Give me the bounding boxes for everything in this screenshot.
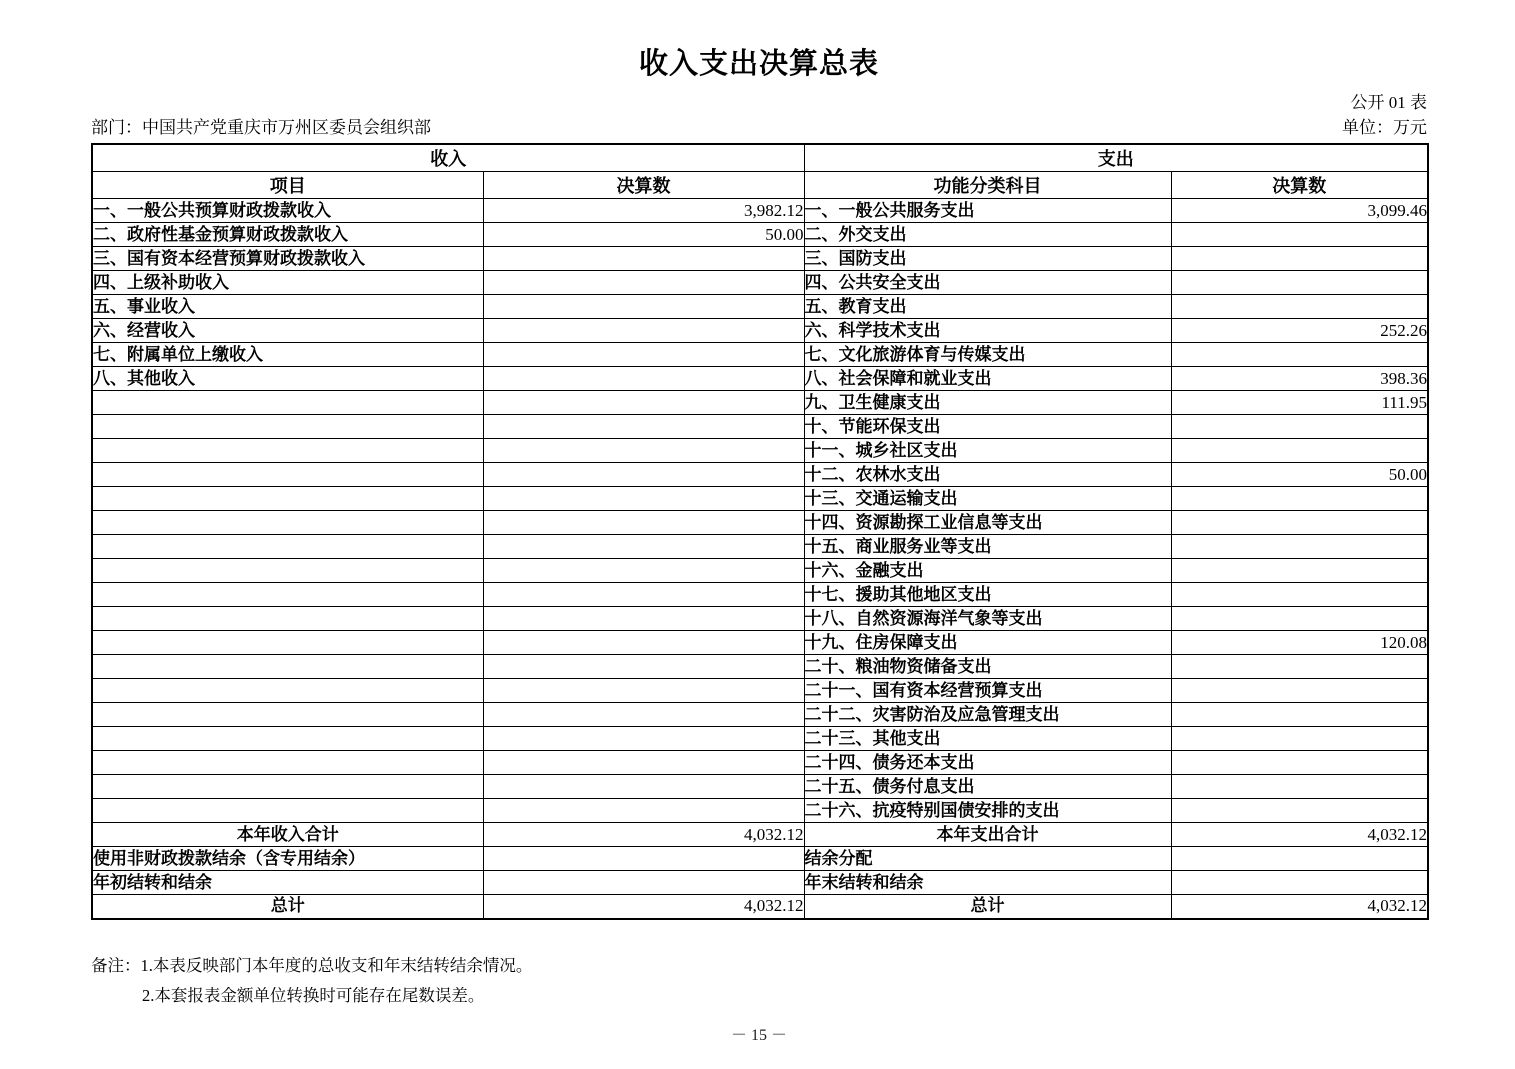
table-row: [92, 823, 1428, 847]
expense-item-value: [1171, 223, 1428, 247]
income-item-label: [92, 703, 483, 727]
expense-item-label: 四、公共安全支出: [804, 271, 1171, 295]
income-item-label: 二、政府性基金预算财政拨款收入: [92, 223, 483, 247]
income-item-value: [483, 319, 804, 343]
table-row: [92, 487, 1428, 511]
expense-item-label: 二、外交支出: [804, 223, 1171, 247]
income-item-label: 年初结转和结余: [92, 871, 483, 895]
note-line-2: 2.本套报表金额单位转换时可能存在尾数误差。: [142, 985, 485, 1005]
income-item-label: 四、上级补助收入: [92, 271, 483, 295]
income-section-header: 收入: [92, 144, 804, 172]
expense-item-value: [1171, 703, 1428, 727]
income-item-label: [92, 463, 483, 487]
income-item-column-header: 项目: [92, 172, 483, 199]
expense-item-label: 二十、粮油物资储备支出: [804, 655, 1171, 679]
note-line-1: 备注：1.本表反映部门本年度的总收支和年末结转结余情况。: [91, 955, 533, 975]
income-item-value: [483, 607, 804, 631]
table-row: [92, 847, 1428, 871]
expense-value-column-header: 决算数: [1171, 172, 1428, 199]
table-row: [92, 727, 1428, 751]
income-item-label: 六、经营收入: [92, 319, 483, 343]
meta-row: [91, 118, 1427, 138]
expense-item-value: [1171, 559, 1428, 583]
income-item-value: [483, 799, 804, 823]
table-row: [92, 679, 1428, 703]
table-row: [92, 391, 1428, 415]
table-row: [92, 751, 1428, 775]
income-item-value: [483, 391, 804, 415]
expense-item-label: 十八、自然资源海洋气象等支出: [804, 607, 1171, 631]
income-item-label: 使用非财政拨款结余（含专用结余）: [92, 847, 483, 871]
table-row: [92, 415, 1428, 439]
expense-item-value: [1171, 439, 1428, 463]
table-row: [92, 583, 1428, 607]
income-item-value: 4,032.12: [483, 895, 804, 919]
table-row: [92, 871, 1428, 895]
doc-code: 公开 01 表: [1350, 93, 1427, 112]
income-item-label: 八、其他收入: [92, 367, 483, 391]
income-item-label: [92, 559, 483, 583]
table-row: [92, 895, 1428, 919]
expense-item-label: 本年支出合计: [804, 823, 1171, 847]
expense-item-value: 252.26: [1171, 319, 1428, 343]
income-item-value: 4,032.12: [483, 823, 804, 847]
income-item-label: [92, 607, 483, 631]
expense-item-value: 50.00: [1171, 463, 1428, 487]
income-item-value: 50.00: [483, 223, 804, 247]
table-row: [92, 607, 1428, 631]
expense-item-label: 十三、交通运输支出: [804, 487, 1171, 511]
income-item-label: 本年收入合计: [92, 823, 483, 847]
expense-item-label: 十四、资源勘探工业信息等支出: [804, 511, 1171, 535]
income-item-label: [92, 799, 483, 823]
income-item-label: [92, 655, 483, 679]
expense-item-value: [1171, 871, 1428, 895]
column-header-row: [92, 172, 1428, 199]
income-item-value: [483, 847, 804, 871]
income-item-label: [92, 631, 483, 655]
table-row: [92, 463, 1428, 487]
expense-item-value: [1171, 727, 1428, 751]
income-item-value: [483, 295, 804, 319]
income-item-value: [483, 367, 804, 391]
expense-item-value: 4,032.12: [1171, 823, 1428, 847]
income-item-label: [92, 583, 483, 607]
expense-section-header: 支出: [804, 144, 1428, 172]
income-item-label: 七、附属单位上缴收入: [92, 343, 483, 367]
expense-item-label: 十二、农林水支出: [804, 463, 1171, 487]
expense-item-value: [1171, 775, 1428, 799]
expense-item-label: 二十六、抗疫特别国债安排的支出: [804, 799, 1171, 823]
expense-item-value: [1171, 511, 1428, 535]
table-row: [92, 631, 1428, 655]
table-row: [92, 295, 1428, 319]
expense-item-value: 4,032.12: [1171, 895, 1428, 919]
income-item-value: [483, 439, 804, 463]
budget-table: [91, 143, 1429, 920]
expense-item-column-header: 功能分类科目: [804, 172, 1171, 199]
table-body: [92, 199, 1428, 919]
income-item-label: 总计: [92, 895, 483, 919]
income-item-value: [483, 703, 804, 727]
table-row: [92, 655, 1428, 679]
income-item-value: [483, 343, 804, 367]
expense-item-label: 二十四、债务还本支出: [804, 751, 1171, 775]
expense-item-value: [1171, 847, 1428, 871]
income-item-value: [483, 583, 804, 607]
income-item-value: [483, 655, 804, 679]
table-row: [92, 343, 1428, 367]
expense-item-value: [1171, 583, 1428, 607]
table-row: [92, 199, 1428, 223]
table-row: [92, 247, 1428, 271]
income-item-label: [92, 415, 483, 439]
expense-item-value: 111.95: [1171, 391, 1428, 415]
income-item-label: [92, 727, 483, 751]
expense-item-label: 年末结转和结余: [804, 871, 1171, 895]
income-item-value: [483, 871, 804, 895]
expense-item-label: 十一、城乡社区支出: [804, 439, 1171, 463]
expense-item-label: 一、一般公共服务支出: [804, 199, 1171, 223]
income-item-value: 3,982.12: [483, 199, 804, 223]
income-item-label: [92, 391, 483, 415]
expense-item-value: [1171, 247, 1428, 271]
income-item-value: [483, 535, 804, 559]
income-item-value: [483, 271, 804, 295]
table-row: [92, 319, 1428, 343]
expense-item-value: [1171, 271, 1428, 295]
expense-item-value: [1171, 415, 1428, 439]
table-row: [92, 367, 1428, 391]
income-item-value: [483, 511, 804, 535]
expense-item-label: 二十二、灾害防治及应急管理支出: [804, 703, 1171, 727]
expense-item-label: 八、社会保障和就业支出: [804, 367, 1171, 391]
income-item-value: [483, 463, 804, 487]
expense-item-label: 二十一、国有资本经营预算支出: [804, 679, 1171, 703]
expense-item-value: [1171, 295, 1428, 319]
income-item-label: [92, 775, 483, 799]
expense-item-label: 十九、住房保障支出: [804, 631, 1171, 655]
table-row: [92, 799, 1428, 823]
income-item-value: [483, 247, 804, 271]
income-item-label: 五、事业收入: [92, 295, 483, 319]
expense-item-label: 六、科学技术支出: [804, 319, 1171, 343]
income-item-label: 三、国有资本经营预算财政拨款收入: [92, 247, 483, 271]
expense-item-value: [1171, 679, 1428, 703]
table-row: [92, 535, 1428, 559]
income-item-value: [483, 751, 804, 775]
table-row: [92, 703, 1428, 727]
income-item-value: [483, 727, 804, 751]
expense-item-value: [1171, 607, 1428, 631]
expense-item-label: 十、节能环保支出: [804, 415, 1171, 439]
section-header-row: [92, 144, 1428, 172]
income-item-label: [92, 511, 483, 535]
income-item-label: [92, 679, 483, 703]
table-row: [92, 511, 1428, 535]
income-item-value: [483, 679, 804, 703]
expense-item-value: [1171, 343, 1428, 367]
department-label: 部门：中国共产党重庆市万州区委员会组织部: [91, 118, 431, 137]
page-title: 收入支出决算总表: [638, 48, 879, 80]
page-number: － 15 －: [730, 1027, 787, 1044]
table-row: [92, 271, 1428, 295]
expense-item-label: 二十三、其他支出: [804, 727, 1171, 751]
income-item-label: [92, 487, 483, 511]
expense-item-value: [1171, 487, 1428, 511]
table-row: [92, 223, 1428, 247]
expense-item-label: 五、教育支出: [804, 295, 1171, 319]
expense-item-value: [1171, 655, 1428, 679]
expense-item-value: [1171, 751, 1428, 775]
income-item-label: [92, 751, 483, 775]
expense-item-label: 三、国防支出: [804, 247, 1171, 271]
income-item-label: [92, 439, 483, 463]
expense-item-label: 总计: [804, 895, 1171, 919]
income-item-value: [483, 415, 804, 439]
income-item-value: [483, 775, 804, 799]
unit-label: 单位：万元: [1342, 118, 1427, 137]
expense-item-label: 九、卫生健康支出: [804, 391, 1171, 415]
income-item-value: [483, 559, 804, 583]
expense-item-value: 398.36: [1171, 367, 1428, 391]
expense-item-value: 3,099.46: [1171, 199, 1428, 223]
expense-item-label: 七、文化旅游体育与传媒支出: [804, 343, 1171, 367]
table-row: [92, 439, 1428, 463]
notes: [91, 951, 1427, 1011]
table-row: [92, 559, 1428, 583]
income-item-label: 一、一般公共预算财政拨款收入: [92, 199, 483, 223]
expense-item-value: 120.08: [1171, 631, 1428, 655]
income-item-value: [483, 631, 804, 655]
table-row: [92, 775, 1428, 799]
expense-item-value: [1171, 799, 1428, 823]
income-item-value: [483, 487, 804, 511]
income-value-column-header: 决算数: [483, 172, 804, 199]
expense-item-label: 十六、金融支出: [804, 559, 1171, 583]
document-page: [91, 0, 1427, 1044]
expense-item-label: 结余分配: [804, 847, 1171, 871]
expense-item-label: 十七、援助其他地区支出: [804, 583, 1171, 607]
expense-item-value: [1171, 535, 1428, 559]
income-item-label: [92, 535, 483, 559]
expense-item-label: 二十五、债务付息支出: [804, 775, 1171, 799]
expense-item-label: 十五、商业服务业等支出: [804, 535, 1171, 559]
